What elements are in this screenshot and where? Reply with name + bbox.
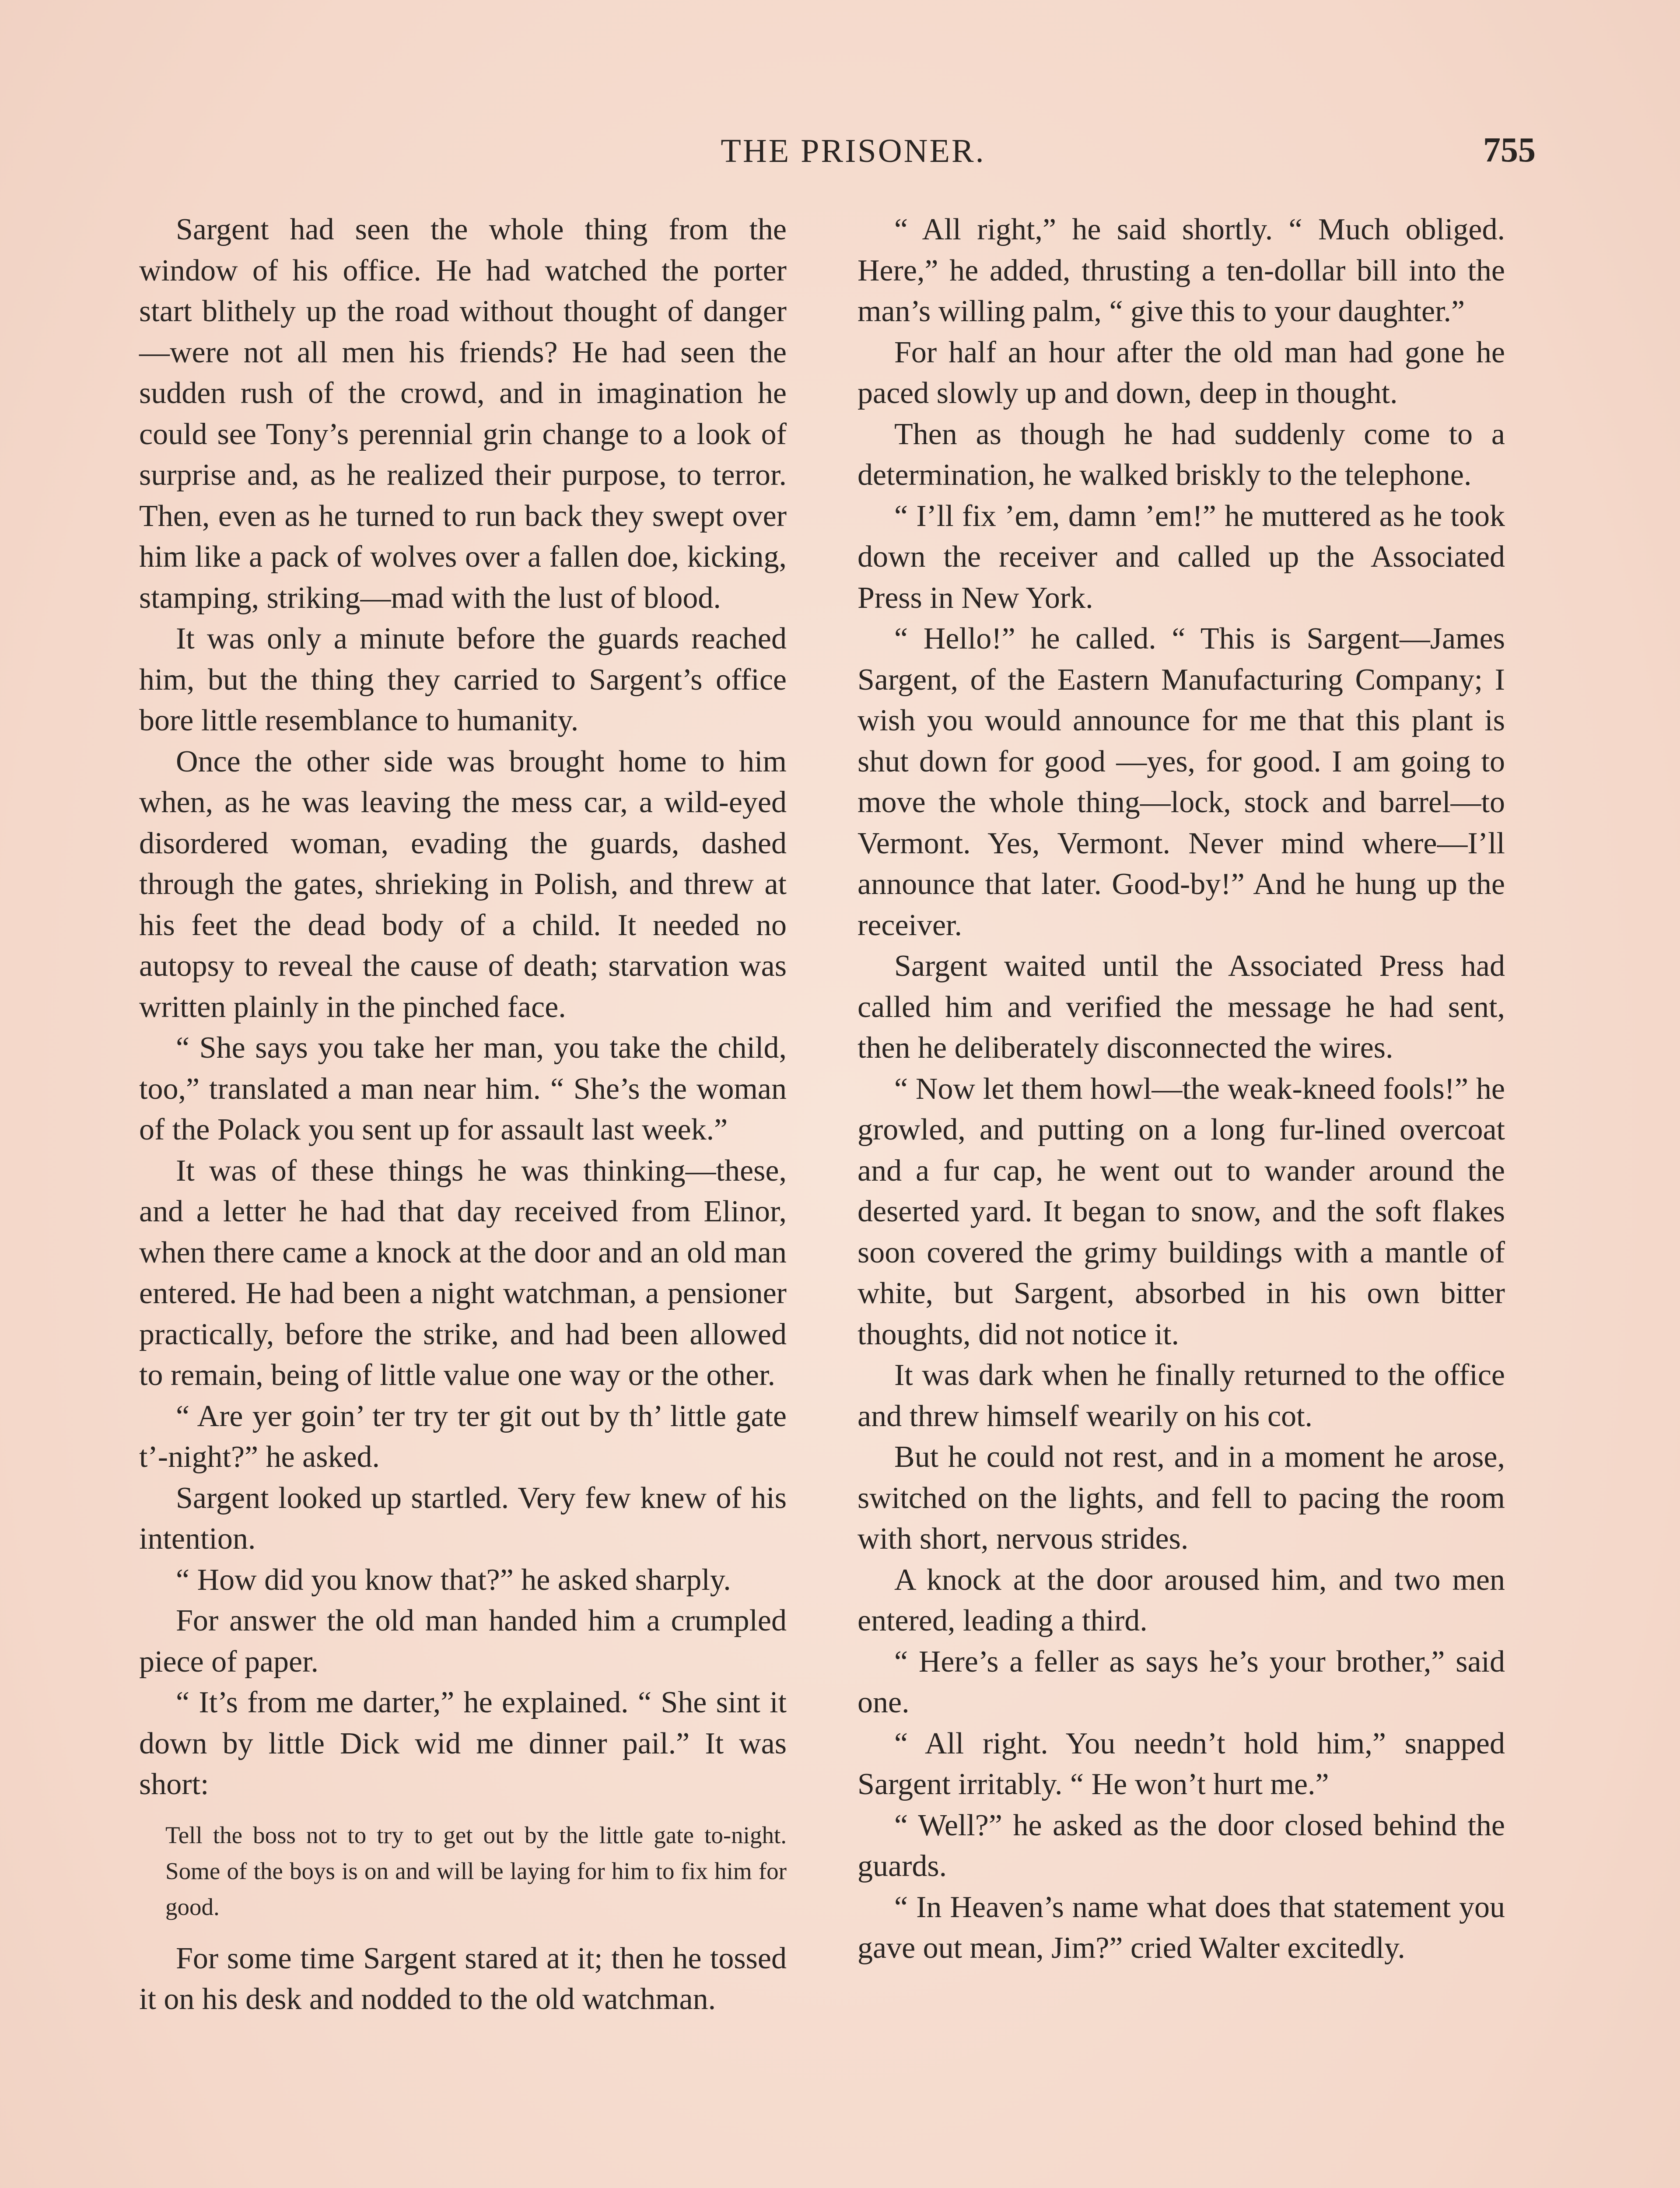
paragraph: “ She says you take her man, you take the child, too,” translated a man near him. “ She’s the woman of the Polack you sent up for assault last week.”: [139, 1031, 787, 1147]
paragraph: Sargent looked up startled. Very few knew of his intention.: [139, 1481, 787, 1556]
paragraph: “ All right,” he said shortly. “ Much obliged. Here,” he added, thrusting a ten-dollar bill into the man’s willing palm, “ give this to your daughter.”: [858, 213, 1505, 328]
paragraph: “ Hello!” he called. “ This is Sargent—James Sargent, of the Eastern Manufacturing Company; I wish you would announce for me that this plant is shut down for good —yes, for good. I am going to move the whole thing—lock, stock and barrel—to Vermont. Yes, Vermont. Never mind where—I’ll announce that later. Good-by!” And he hung up the receiver.: [858, 622, 1505, 942]
paragraph: But he could not rest, and in a moment he arose, switched on the lights, and fell to pacing the room with short, nervous strides.: [858, 1440, 1505, 1556]
paragraph: Sargent had seen the whole thing from the window of his office. He had watched the porter start blithely up the road without thought of danger—were not all men his friends? He had seen the sudden rush of the crowd, and in imagination he could see Tony’s perennial grin change to a look of surprise and, as he realized their purpose, to terror. Then, even as he turned to run back they swept over him like a pack of wolves over a fallen doe, kicking, stamping, striking—mad with the lust of blood.: [139, 213, 787, 615]
paragraph: A knock at the door aroused him, and two men entered, leading a third.: [858, 1563, 1505, 1637]
paragraph: For some time Sargent stared at it; then he tossed it on his desk and nodded to the old watchman.: [139, 1941, 787, 2016]
paragraph: “ In Heaven’s name what does that statement you gave out mean, Jim?” cried Walter excitedly.: [858, 1890, 1505, 1965]
paragraph: For half an hour after the old man had gone he paced slowly up and down, deep in thought.: [858, 335, 1505, 410]
paragraph: It was of these things he was thinking—these, and a letter he had that day received from Elinor, when there came a knock at the door and an old man entered. He had been a night watchman, a pensioner practically, before the strike, and had been allowed to remain, being of little value one way or the other.: [139, 1154, 787, 1392]
paragraph: “ All right. You needn’t hold him,” snapped Sargent irritably. “ He won’t hurt me.”: [858, 1726, 1505, 1801]
page-number: 755: [1483, 131, 1536, 169]
running-header: [171, 128, 1536, 180]
paragraph: Then as though he had suddenly come to a determination, he walked briskly to the telephone.: [858, 417, 1505, 492]
paragraph: Sargent waited until the Associated Press had called him and verified the message he had sent, then he deliberately disconnected the wires.: [858, 949, 1505, 1065]
paragraph: Once the other side was brought home to him when, as he was leaving the mess car, a wild-eyed disordered woman, evading the guards, dashed through the gates, shrieking in Polish, and threw at his feet the dead body of a child. It needed no autopsy to reveal the cause of death; starvation was written plainly in the pinched face.: [139, 744, 787, 1024]
paragraph: It was only a minute before the guards reached him, but the thing they carried to Sargent’s office bore little resemblance to humanity.: [139, 622, 787, 737]
paragraph: It was dark when he finally returned to the office and threw himself wearily on his cot.: [858, 1358, 1505, 1433]
left-column: [139, 209, 787, 2020]
paragraph: “ How did you know that?” he asked sharply.: [176, 1563, 731, 1597]
quoted-note: Tell the boss not to try to get out by the little gate to-night. Some of the boys is on and will be laying for him to fix him for good.: [165, 1821, 787, 1920]
paragraph: “ Now let them howl—the weak-kneed fools!” he growled, and putting on a long fur-lined overcoat and a fur cap, he went out to wander around the deserted yard. It began to snow, and the soft flakes soon covered the grimy buildings with a mantle of white, but Sargent, absorbed in his own bitter thoughts, did not notice it.: [858, 1072, 1505, 1351]
paragraph: “ Here’s a feller as says he’s your brother,” said one.: [858, 1645, 1505, 1719]
paragraph: “ It’s from me darter,” he explained. “ She sint it down by little Dick wid me dinner pail.” It was short:: [139, 1686, 787, 1801]
right-column: [858, 209, 1505, 1969]
running-title: THE PRISONER.: [721, 133, 986, 169]
paragraph: “ Are yer goin’ ter try ter git out by th’ little gate t’-night?” he asked.: [139, 1399, 787, 1474]
paragraph: For answer the old man handed him a crumpled piece of paper.: [139, 1604, 787, 1679]
paragraph: “ I’ll fix ’em, damn ’em!” he muttered as he took down the receiver and called up the Associated Press in New York.: [858, 499, 1505, 615]
paragraph: “ Well?” he asked as the door closed behind the guards.: [858, 1808, 1505, 1883]
